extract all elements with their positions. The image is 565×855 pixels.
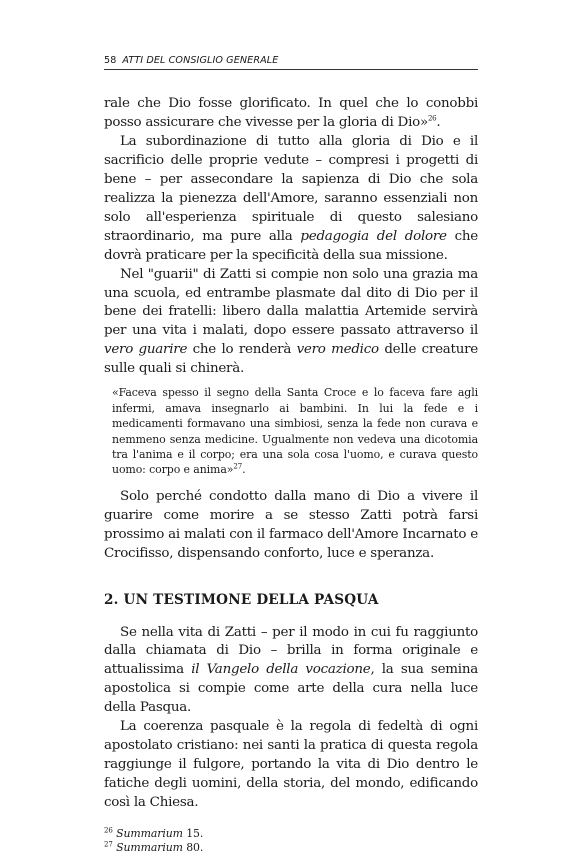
section-heading: 2. UN TESTIMONE DELLA PASQUA	[104, 591, 379, 608]
body-text	[104, 95, 478, 855]
running-header	[104, 55, 474, 66]
paragraph-5: Se nella vita di Zatti – per il modo in cui fu raggiunto dalla chiamata di Dio – brilla in forma originale e attualissima il Vangelo della vocazione, la sua semina apostolica si compie come arte della cura nella luce della Pasqua.	[104, 624, 478, 716]
footnote-27: $^{27}$ Summarium 80.	[104, 840, 204, 855]
footnotes	[104, 827, 478, 855]
paragraph-6: La coerenza pasquale è la regola di fedeltà di ogni apostolato cristiano: nei santi la pratica di questa regola raggiunge il fulgore, portando la vita di Dio dentro le fatiche degli uomini, della storia, del mondo, edificando così la Chiesa.	[104, 719, 478, 811]
paragraph-2: La subordinazione di tutto alla gloria di Dio e il sacrificio delle proprie vedute – compresi i progetti di bene – per assecondare la sapienza di Dio che sola realizza la pienezza dell'Amore, saranno essenziali non solo all'esperienza spirituale di questo salesiano straordinario, ma pure alla pedagogia del dolore che dovrà praticare per la specificità della sua missione.	[104, 133, 479, 263]
page-number: 58	[104, 55, 117, 66]
running-title: ATTI DEL CONSIGLIO GENERALE	[122, 55, 279, 66]
header-rule	[104, 69, 478, 70]
paragraph-3: Nel "guarii" di Zatti si compie non solo una grazia ma una scuola, ed entrambe plasmate dal dito di Dio per il bene dei fratelli: libero dalla malattia Artemide servirà per una vita i malati, dopo essere passato attraverso il vero guarire che lo renderà vero medico delle creature sulle quali si chinerà.	[104, 266, 478, 377]
footnote-ref-26: 26	[427, 114, 437, 123]
footnote-26: $^{26}$ Summarium 15.	[104, 826, 204, 841]
footnote-ref-27: 27	[233, 462, 243, 471]
paragraph-4: Solo perché condotto dalla mano di Dio a vivere il guarire come morire a se stesso Zatti potrà farsi prossimo ai malati con il farmaco dell'Amore Incarnato e Crocifisso, dispensando conforto, luce e speranza.	[104, 488, 478, 561]
block-quote: «Faceva spesso il segno della Santa Croce e lo faceva fare agli infermi, amava insegnarlo ai bambini. In lui la fede e i medicamenti formavano una simbiosi, senza la fede non curava e nemmeno senza medicine. Ugualmente non vedeva una dicotomia tra l'anima e il corpo; era una sola cosa l'uomo, e curava questo uomo: corpo e anima»$^{27}$.	[112, 386, 478, 477]
paragraph-1: rale che Dio fosse glorificato. In quel che lo conobbi posso assicurare che vivesse per la gloria di Dio»$^{26}$.	[104, 96, 478, 130]
